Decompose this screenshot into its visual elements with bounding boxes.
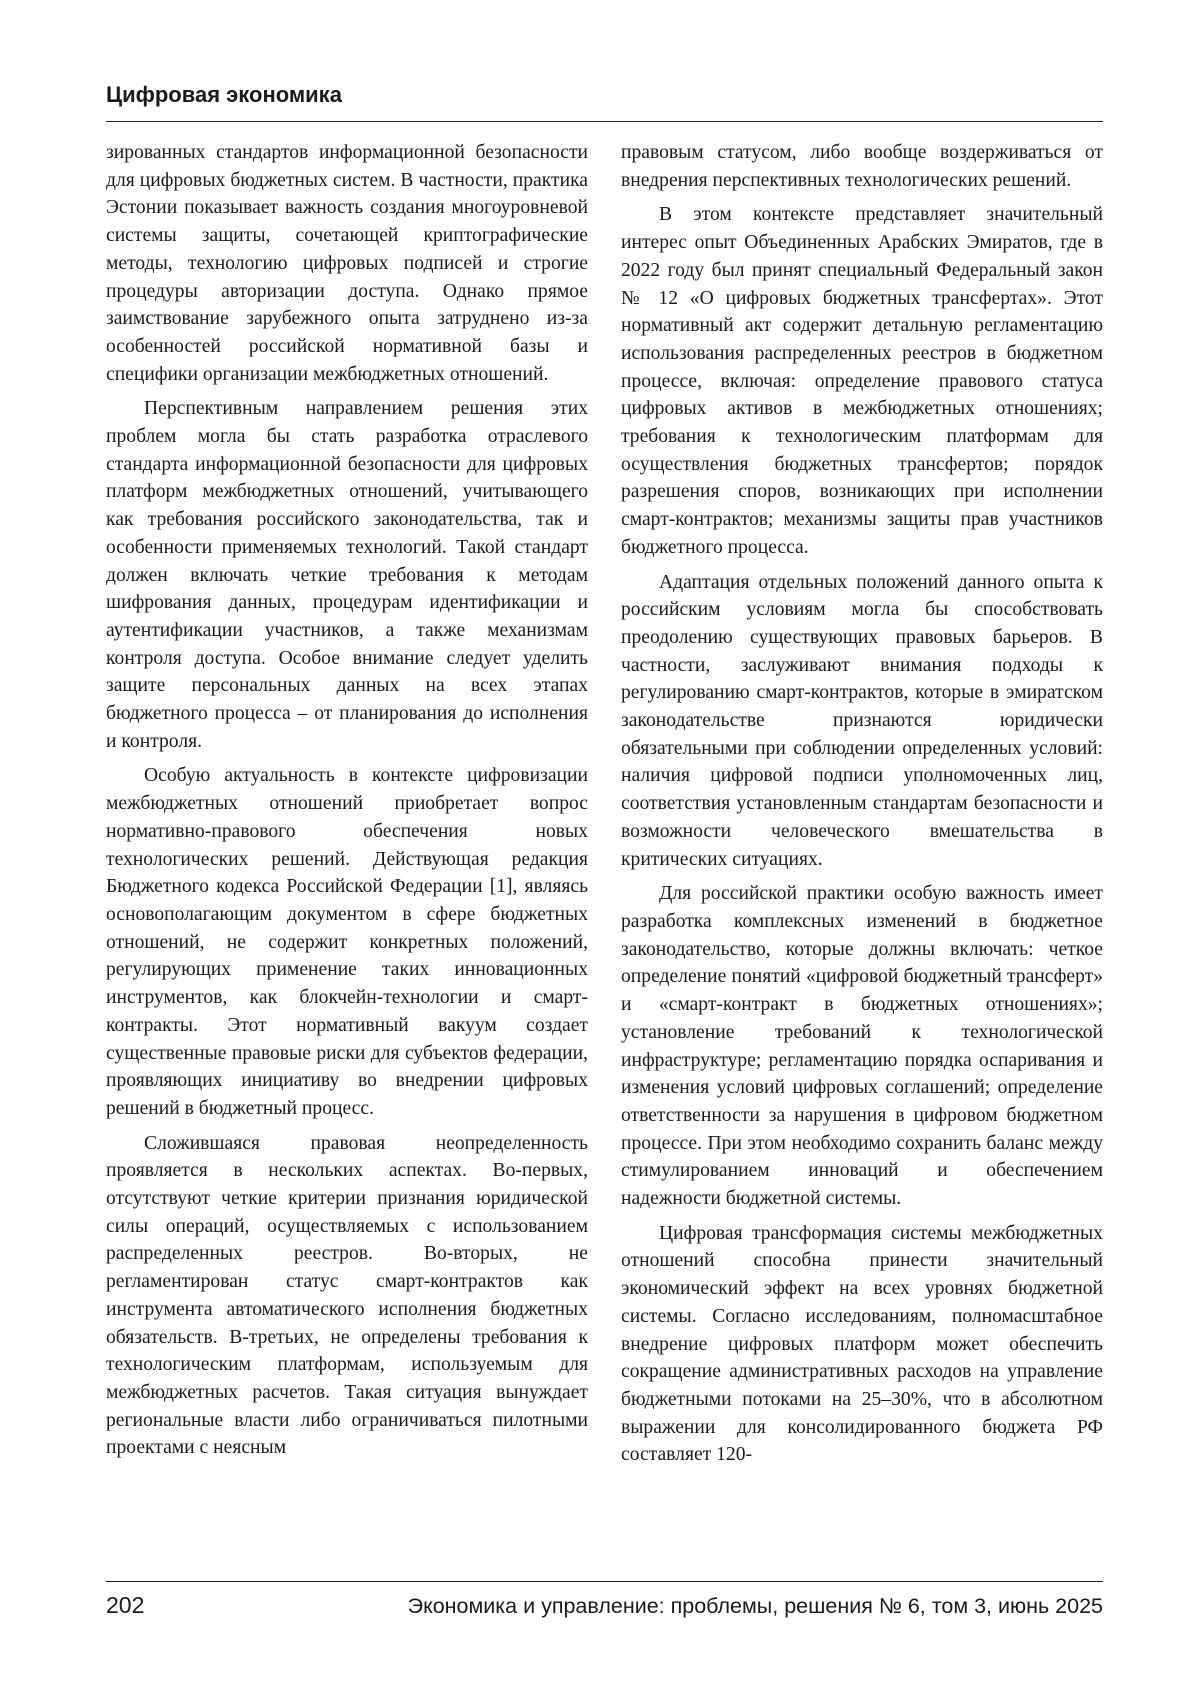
paragraph: зированных стандартов информационной безопасности для цифровых бюджетных систем. В частности, практика Эстонии показывает важность создания многоуровневой системы защиты, сочетающей криптографические методы, технологию цифровых подписей и строгие процедуры авторизации доступа. Однако прямое заимствование зарубежного опыта затруднено из-за особенностей российской нормативной базы и специфики организации межбюджетных отношений. xyxy=(106,142,588,385)
paragraph: Особую актуальность в контексте цифровизации межбюджетных отношений приобретает вопрос нормативно-правового обеспечения новых технологических решений. Действующая редакция Бюджетного кодекса Российской Федерации [1], являясь основополагающим документом в сфере бюджетных отношений, не содержит конкретных положений, регулирующих применение таких инновационных инструментов, как блокчейн-технологии и смарт-контракты. Этот нормативный вакуум создает существенные правовые риски для субъектов федерации, проявляющих инициативу во внедрении цифровых решений в бюджетный процесс. xyxy=(106,765,588,1119)
paragraph: Адаптация отдельных положений данного опыта к российским условиям могла бы способствовать преодолению существующих правовых барьеров. В частности, заслуживают внимания подходы к регулированию смарт-контрактов, которые в эмиратском законодательстве признаются юридически обязательными при соблюдении определенных условий: наличия цифровой подписи уполномоченных лиц, соответствия установленным стандартам безопасности и возможности человеческого вмешательства в критических ситуациях. xyxy=(621,571,1103,870)
header-divider xyxy=(106,121,1103,122)
paragraph: правовым статусом, либо вообще воздерживаться от внедрения перспективных технологических решений. xyxy=(621,142,1103,191)
paragraph: Сложившаяся правовая неопределенность проявляется в нескольких аспектах. Во-первых, отсутствуют четкие критерии признания юридической силы операций, осуществляемых с использованием распределенных реестров. Во-вторых, не регламентирован статус смарт-контрактов как инструмента автоматического исполнения бюджетных обязательств. В-третьих, не определены требования к технологическим платформам, используемым для межбюджетных расчетов. Такая ситуация вынуждает региональные власти либо ограничиваться пилотными проектами с неясным xyxy=(106,1132,588,1459)
paragraph: В этом контексте представляет значительный интерес опыт Объединенных Арабских Эмиратов, где в 2022 году был принят специальный Федеральный закон № 12 «О цифровых бюджетных трансфертах». Этот нормативный акт содержит детальную регламентацию использования распределенных реестров в бюджетном процессе, включая: определение правового статуса цифровых активов в межбюджетных отношениях; требования к технологическим платформам для осуществления бюджетных трансфертов; порядок разрешения споров, возникающих при исполнении смарт-контрактов; механизмы защиты прав участников бюджетного процесса. xyxy=(621,204,1103,558)
paragraph: Перспективным направлением решения этих проблем могла бы стать разработка отраслевого стандарта информационной безопасности для цифровых платформ межбюджетных отношений, учитывающего как требования российского законодательства, так и особенности применяемых технологий. Такой стандарт должен включать четкие требования к методам шифрования данных, процедурам идентификации и аутентификации участников, а также механизмам контроля доступа. Особое внимание следует уделить защите персональных данных на всех этапах бюджетного процесса – от планирования до исполнения и контроля. xyxy=(106,398,588,752)
paragraph: Для российской практики особую важность имеет разработка комплексных изменений в бюджетное законодательство, которые должны включать: четкое определение понятий «цифровой бюджетный трансферт» и «смарт-контракт в бюджетных отношениях»; установление требований к технологической инфраструктуре; регламентацию порядка оспаривания и изменения условий цифровых соглашений; определение ответственности за нарушения в цифровом бюджетном процессе. При этом необходимо сохранить баланс между стимулированием инноваций и обеспечением надежности бюджетной системы. xyxy=(621,883,1103,1210)
right-column xyxy=(621,139,1103,1551)
footer-divider xyxy=(106,1581,1103,1582)
section-header: Цифровая экономика xyxy=(106,82,342,107)
page-footer xyxy=(106,1592,1103,1619)
paragraph: Цифровая трансформация системы межбюджетных отношений способна принести значительный экономический эффект на всех уровнях бюджетной системы. Согласно исследованиям, полномасштабное внедрение цифровых платформ может обеспечить сокращение административных расходов на управление бюджетными потоками на 25–30%, что в абсолютном выражении для консолидированного бюджета РФ составляет 120- xyxy=(621,1222,1103,1466)
left-column xyxy=(106,139,588,1551)
page-number: 202 xyxy=(106,1592,145,1618)
journal-citation: Экономика и управление: проблемы, решения № 6, том 3, июнь 2025 xyxy=(407,1594,1103,1618)
